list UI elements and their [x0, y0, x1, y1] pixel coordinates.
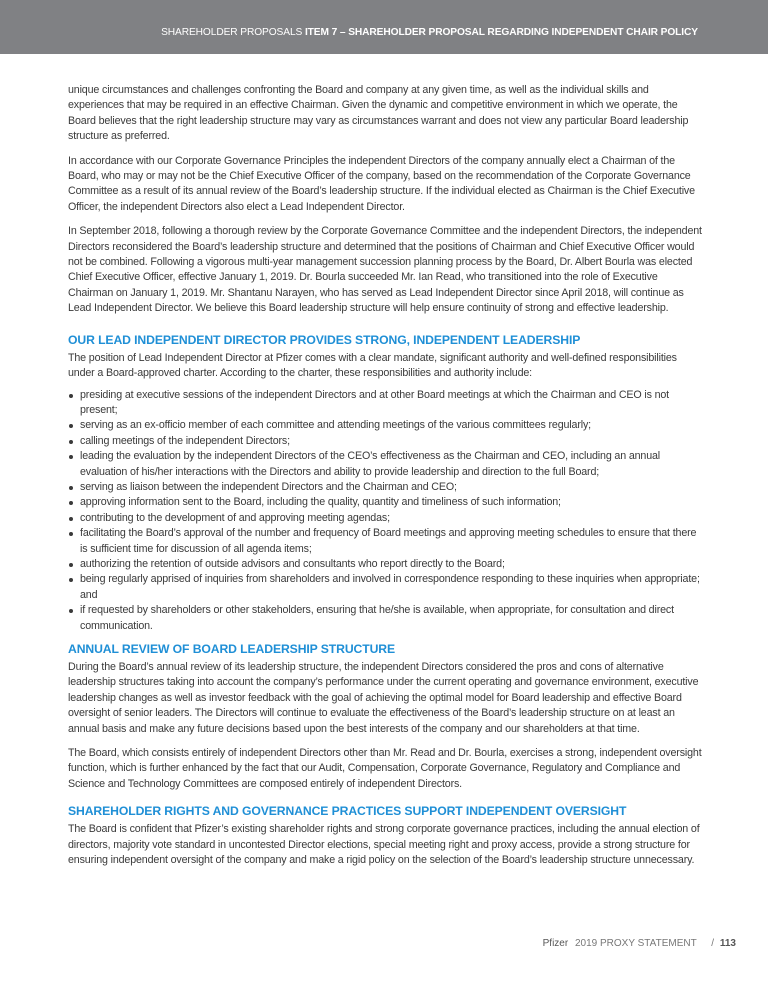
bullet-icon [69, 424, 73, 428]
section-heading-annual-review: ANNUAL REVIEW OF BOARD LEADERSHIP STRUCTURE [68, 642, 396, 656]
bullet-icon [69, 517, 73, 521]
list-item: if requested by shareholders or other stakeholders, ensuring that he/she is available, when appropriate, for consultation and direct communication. [68, 603, 704, 634]
list-item: presiding at executive sessions of the independent Directors and at other Board meetings at which the Chairman and CEO is not present; [68, 388, 704, 419]
intro-paragraph-2: In accordance with our Corporate Governance Principles the independent Directors of the company annually elect a Chairman of the Board, who may or may not be the Chief Executive Officer of the company, based on the recommendation of the Corporate Governance Committee as a result of its annual review of the Board’s leadership structure. If the individual elected as Chairman is the Chief Executive Officer, the independent Directors also elect a Lead Independent Director. [68, 154, 695, 213]
bullet-icon [69, 532, 73, 536]
bullet-icon [69, 486, 73, 490]
section-paragraph: The Board is confident that Pfizer’s existing shareholder rights and strong corporate governance practices, including the annual election of directors, majority vote standard in uncontested Director elections, special meeting right and proxy access, provide a strong structure for ensuring independent oversight of the company and make a rigid policy on the selection of the Board’s leadership structure unnecessary. [68, 823, 700, 867]
section-heading-lead-independent-director: OUR LEAD INDEPENDENT DIRECTOR PROVIDES STRONG, INDEPENDENT LEADERSHIP [68, 332, 581, 347]
list-item: contributing to the development of and approving meeting agendas; [68, 511, 704, 526]
page-header-bar [0, 0, 768, 54]
section-paragraph: During the Board’s annual review of its leadership structure, the independent Directors considered the pros and cons of alternative leadership structures taking into account the company’s performance under the current operating and governance environment, executive leadership changes as well as investor feedback with the goal of achieving the optimal model for Board leadership and effective Board oversight of senior leaders. The Directors will continue to evaluate the effectiveness of the Board’s leadership structure on at least an annual basis and make any future decisions based upon the best interests of the company and our shareholders at that time. [68, 661, 699, 735]
list-item: calling meetings of the independent Directors; [68, 434, 704, 449]
section-heading-shareholder-rights: SHAREHOLDER RIGHTS AND GOVERNANCE PRACTICES SUPPORT INDEPENDENT OVERSIGHT [68, 804, 627, 819]
list-item: serving as an ex-officio member of each committee and attending meetings of the various committees regularly; [68, 418, 704, 433]
list-item: being regularly apprised of inquiries from shareholders and involved in correspondence responding to these inquiries when appropriate; and [68, 572, 704, 603]
bullet-icon [69, 501, 73, 505]
bullet-icon [69, 394, 73, 398]
list-item: leading the evaluation by the independent Directors of the CEO’s effectiveness as the Chairman and CEO, including an annual evaluation of his/her interactions with the Directors and ability to provide leadership and direction to the full Board; [68, 449, 704, 480]
responsibilities-list [68, 388, 704, 635]
bullet-icon [69, 609, 73, 613]
bullet-icon [69, 578, 73, 582]
intro-paragraph-1: unique circumstances and challenges confronting the Board and company at any given time, as well as the individual skills and experiences that may be required in an effective Chairman. Given the dynamic and competitive environment in which we operate, the Board believes that the right leadership structure may vary as circumstances warrant and does not view any particular Board leadership structure as preferred. [68, 84, 689, 143]
running-header [161, 27, 698, 38]
section-paragraph: The position of Lead Independent Director at Pfizer comes with a clear mandate, significant authority and well-defined responsibilities under a Board-approved charter. According to the charter, these responsibilities and authority include: [68, 351, 677, 380]
section-paragraph: The Board, which consists entirely of independent Directors other than Mr. Read and Dr. Bourla, exercises a strong, independent oversight function, which is further enhanced by the fact that our Audit, Compensation, Corporate Governance, Regulatory and Compliance and Science and Technology Committees are composed entirely of independent Directors. [68, 747, 702, 790]
footer-document-title: 2019 PROXY STATEMENT [574, 938, 697, 949]
document-body [68, 83, 704, 877]
header-section-label: SHAREHOLDER PROPOSALS [161, 27, 303, 38]
intro-paragraph-3: In September 2018, following a thorough review by the Corporate Governance Committee and the independent Directors, the independent Directors reconsidered the Board’s leadership structure and determined that the positions of Chairman and Chief Executive Officer would not be combined. Following a vigorous multi-year management succession planning process by the Board, Dr. Albert Bourla was elected Chief Executive Officer, effective January 1, 2019. Dr. Bourla succeeded Mr. Ian Read, who transitioned into the role of Executive Chairman on January 1, 2019. Mr. Shantanu Narayen, who has served as Lead Independent Director since April 2018, will continue as Lead Independent Director. We believe this Board leadership structure will help ensure continuity of strong and effective leadership. [68, 225, 702, 315]
page-number: 113 [719, 938, 736, 949]
page-footer [543, 938, 736, 949]
list-item: authorizing the retention of outside advisors and consultants who report directly to the Board; [68, 557, 704, 572]
header-item-title: ITEM 7 – SHAREHOLDER PROPOSAL REGARDING INDEPENDENT CHAIR POLICY [304, 27, 698, 38]
list-item: approving information sent to the Board, including the quality, quantity and timeliness of such information; [68, 495, 704, 510]
bullet-icon [69, 455, 73, 459]
list-item: serving as liaison between the independent Directors and the Chairman and CEO; [68, 480, 704, 495]
list-item: facilitating the Board’s approval of the number and frequency of Board meetings and approving meeting schedules to ensure that there is sufficient time for discussion of all agenda items; [68, 526, 704, 557]
footer-separator: / [711, 938, 715, 949]
bullet-icon [69, 563, 73, 567]
footer-brand: Pfizer [542, 938, 569, 949]
bullet-icon [69, 440, 73, 444]
